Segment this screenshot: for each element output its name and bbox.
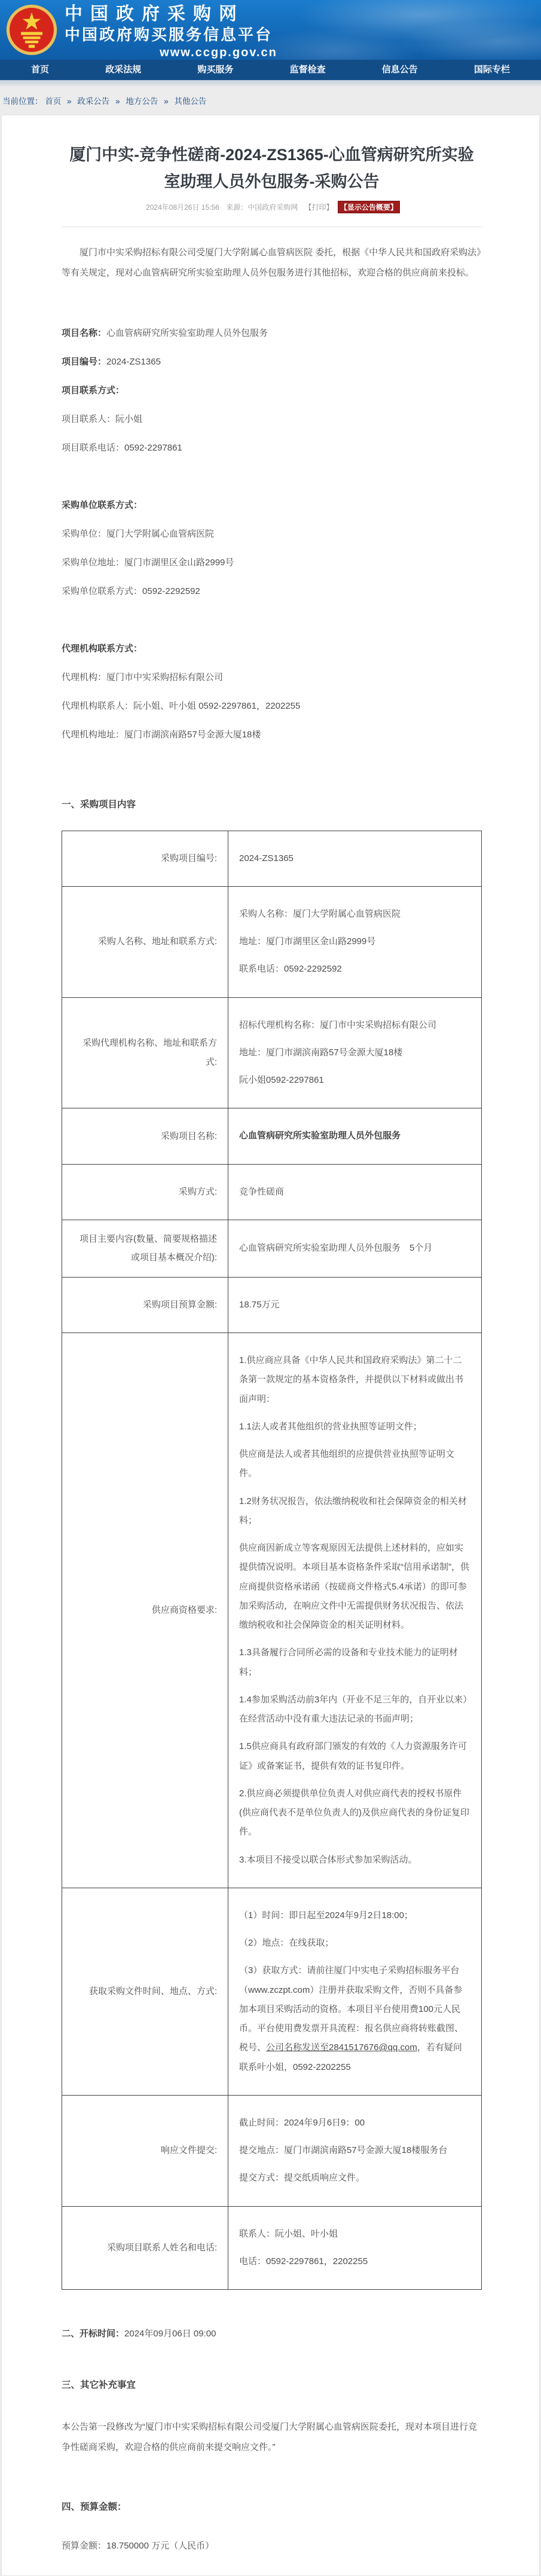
table-row-agency-info bbox=[62, 997, 482, 1108]
heading-project-contact: 项目联系方式： bbox=[62, 385, 125, 396]
value-cell: 联系人：阮小姐、叶小姐 电话：0592-2297861，2202255 bbox=[228, 2206, 482, 2290]
value-cell: 2024-ZS1365 bbox=[228, 831, 482, 886]
field-agency-contact-person: 代理机构联系人：阮小姐、叶小姐 0592-2297861，2202255 bbox=[62, 700, 301, 711]
label-cell: 供应商资格要求: bbox=[62, 1333, 228, 1888]
section-2-open-bid-time: 二、开标时间：2024年09月06日 09:00 bbox=[62, 2329, 216, 2339]
label-cell: 响应文件提交: bbox=[62, 2095, 228, 2206]
table-row-main-content bbox=[62, 1220, 482, 1277]
table-row-project-name bbox=[62, 1108, 482, 1164]
nav-item-regulations[interactable]: 政采法规 bbox=[105, 65, 142, 75]
site-name: 中国政府采购网 bbox=[65, 4, 244, 24]
breadcrumb-prefix: 当前位置： bbox=[2, 97, 43, 106]
site-header bbox=[0, 0, 541, 60]
section-4-heading: 四、预算金额： bbox=[62, 2501, 127, 2512]
table-row-budget bbox=[62, 1277, 482, 1333]
table-row-supplier-qualifications bbox=[62, 1333, 482, 1888]
nav-item-purchase-services[interactable]: 购买服务 bbox=[197, 65, 234, 75]
source-label: 来源：中国政府采购网 bbox=[226, 203, 298, 212]
main-nav bbox=[0, 60, 541, 80]
value-cell: 竞争性磋商 bbox=[228, 1164, 482, 1220]
value-cell: 1.供应商应具备《中华人民共和国政府采购法》第二十二条第一款规定的基本资格条件，并提供以下材料或做出书面声明： 1.1法人或者其他组织的营业执照等证明文件； 供应商是法人或者其他组织的应提供营业执照等证明文件。 1.2财务状况报告，依法缴纳税收和社会保障资金的相关材料； 供应商因新成立等客观原因无法提供上述材料的，应如实提供情况说明。本项目基本资格条件采取“信用承诺制”，供应商提供资格承诺函（按磋商文件格式5.4承诺）的即可参加采购活动，在响应文件中无需提供财务状况报告、依法缴纳税收和社会保障资金的相关证明材料。 1.3具备履行合同所必需的设备和专业技术能力的证明材料； 1.4参加采购活动前3年内（开业不足三年的，自开业以来）在经营活动中没有重大违法记录的书面声明； 1.5供应商具有政府部门颁发的有效的《人力资源服务许可证》或备案证书，提供有效的证书复印件。 2.供应商必须提供单位负责人对供应商代表的授权书原件(供应商代表不是单位负责人的)及供应商代表的身份证复印件。 3.本项目不接受以联合体形式参加采购活动。 bbox=[228, 1333, 482, 1888]
show-summary-button[interactable]: 【显示公告概要】 bbox=[338, 201, 400, 213]
label-cell: 采购项目编号: bbox=[62, 831, 228, 886]
table-row-project-number bbox=[62, 831, 482, 886]
value-cell: 采购人名称：厦门大学附属心血管病医院 地址：厦门市湖里区金山路2999号 联系电话：0592-2292592 bbox=[228, 886, 482, 997]
label-cell: 采购人名称、地址和联系方式: bbox=[62, 886, 228, 997]
print-button[interactable]: 【打印】 bbox=[304, 203, 334, 212]
breadcrumb-separator: » bbox=[67, 97, 72, 106]
section-3-heading: 三、其它补充事宜 bbox=[62, 2380, 136, 2391]
site-url: www.ccgp.gov.cn bbox=[160, 46, 277, 59]
field-project-number: 项目编号：2024-ZS1365 bbox=[62, 356, 161, 367]
label-cell: 获取采购文件时间、地点、方式: bbox=[62, 1888, 228, 2095]
heading-agency-contact: 代理机构联系方式： bbox=[62, 643, 143, 654]
table-row-procurement-method bbox=[62, 1164, 482, 1220]
table-row-document-acquisition bbox=[62, 1888, 482, 2095]
procurement-table bbox=[62, 831, 482, 2290]
publish-date: 2024年08月26日 15:56 bbox=[146, 203, 219, 212]
nav-item-announcements[interactable]: 信息公告 bbox=[381, 65, 418, 75]
table-row-project-contact bbox=[62, 2206, 482, 2290]
breadcrumb-link-procurement-announcements[interactable]: 政采公告 bbox=[77, 97, 110, 106]
field-project-name: 项目名称：心血管病研究所实验室助理人员外包服务 bbox=[62, 327, 268, 338]
breadcrumb-separator: » bbox=[115, 97, 120, 106]
label-cell: 项目主要内容(数量、简要规格描述或项目基本概况介绍): bbox=[62, 1220, 228, 1277]
value-cell: 18.75万元 bbox=[228, 1277, 482, 1333]
email-link[interactable]: 2841517676@qq.com bbox=[329, 2042, 417, 2053]
nav-shadow bbox=[0, 80, 541, 87]
label-cell: 采购项目名称: bbox=[62, 1108, 228, 1164]
breadcrumb bbox=[0, 87, 541, 112]
article-card bbox=[1, 115, 540, 2576]
field-project-phone: 项目联系电话：0592-2297861 bbox=[62, 442, 182, 453]
table-row-response-submission bbox=[62, 2095, 482, 2206]
breadcrumb-link-local-announcements[interactable]: 地方公告 bbox=[126, 97, 158, 106]
table-row-purchaser-info bbox=[62, 886, 482, 997]
budget-amount: 预算金额：18.750000 万元（人民币） bbox=[62, 2540, 215, 2551]
value-cell: 心血管病研究所实验室助理人员外包服务 5个月 bbox=[228, 1220, 482, 1277]
field-agency-address: 代理机构地址：厦门市湖滨南路57号金源大厦18楼 bbox=[62, 729, 261, 740]
field-purchaser-address: 采购单位地址：厦门市湖里区金山路2999号 bbox=[62, 557, 234, 568]
field-agency: 代理机构：厦门市中实采购招标有限公司 bbox=[62, 672, 224, 682]
article-meta bbox=[62, 201, 482, 213]
label-cell: 采购项目联系人姓名和电话: bbox=[62, 2206, 228, 2290]
heading-purchaser-contact: 采购单位联系方式： bbox=[62, 500, 143, 510]
national-emblem-icon bbox=[6, 4, 57, 56]
label-cell: 采购代理机构名称、地址和联系方式: bbox=[62, 997, 228, 1108]
intro-paragraph: 厦门市中实采购招标有限公司受厦门大学附属心血管病医院 委托，根据《中华人民共和国政府采购法》等有关规定，现对心血管病研究所实验室助理人员外包服务进行其他招标，欢迎合格的供应商前来投标。 bbox=[62, 247, 481, 278]
value-cell: 截止时间：2024年9月6日9：00 提交地点：厦门市湖滨南路57号金源大厦18楼服务台 提交方式：提交纸质响应文件。 bbox=[228, 2095, 482, 2206]
nav-item-supervision[interactable]: 监督检查 bbox=[289, 65, 326, 75]
value-cell: 心血管病研究所实验室助理人员外包服务 bbox=[228, 1108, 482, 1164]
label-cell: 采购项目预算金额: bbox=[62, 1277, 228, 1333]
label-cell: 采购方式: bbox=[62, 1164, 228, 1220]
nav-item-international[interactable]: 国际专栏 bbox=[473, 65, 510, 75]
breadcrumb-link-other-announcements[interactable]: 其他公告 bbox=[174, 97, 207, 106]
value-cell: （1）时间：即日起至2024年9月2日18:00； （2）地点：在线获取； （3）获取方式：请前往厦门中实电子采购招标服务平台（www.zczpt.com）注册并获取采购文件，否则不具备参加本项目采购活动的资格。本项目平台使用费100元人民币。平台使用费发票开具流程：报名供应商将转账截图、税号、公司名称发送至2841517676@qq.com，若有疑问联系叶小姐，0592-2202255 bbox=[228, 1888, 482, 2095]
value-cell: 招标代理机构名称：厦门市中实采购招标有限公司 地址：厦门市湖滨南路57号金源大厦18楼 阮小姐0592-2297861 bbox=[228, 997, 482, 1108]
breadcrumb-link-home[interactable]: 首页 bbox=[45, 97, 62, 106]
site-subtitle: 中国政府购买服务信息平台 bbox=[65, 26, 273, 44]
field-purchaser: 采购单位：厦门大学附属心血管病医院 bbox=[62, 528, 215, 539]
page-title: 厦门中实-竞争性磋商-2024-ZS1365-心血管病研究所实验室助理人员外包服务-采购公告 bbox=[69, 146, 474, 191]
section-1-heading: 一、采购项目内容 bbox=[62, 799, 136, 810]
section-3-paragraph: 本公告第一段修改为“厦门市中实采购招标有限公司受厦门大学附属心血管病医院委托，现对本项目进行竞争性磋商采购，欢迎合格的供应商前来提交响应文件。” bbox=[62, 2422, 478, 2452]
breadcrumb-separator: » bbox=[164, 97, 169, 106]
nav-item-home[interactable]: 首页 bbox=[31, 65, 50, 75]
divider bbox=[62, 226, 482, 227]
field-purchaser-phone: 采购单位联系方式：0592-2292592 bbox=[62, 586, 200, 596]
field-project-contact-person: 项目联系人：阮小姐 bbox=[62, 413, 143, 424]
